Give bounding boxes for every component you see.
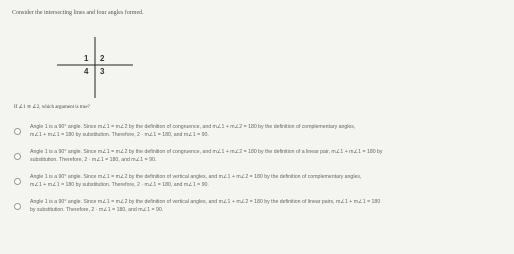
- option-line-2: substitution. Therefore, 2 · m∠1 = 180, and m∠1 = 90.: [30, 156, 157, 163]
- radio-button[interactable]: [14, 153, 21, 160]
- radio-button[interactable]: [14, 178, 21, 185]
- answer-option-4[interactable]: [14, 199, 500, 214]
- option-line-1: Angle 1 is a 90° angle. Since m∠1 = m∠2 by the definition of congruence, and m∠1 + m∠2 = 180 by the definition of complementary angles,: [30, 124, 356, 130]
- option-line-1: Angle 1 is a 90° angle. Since m∠1 = m∠2 by the definition of congruence, and m∠1 + m∠2 = 180 by the definition of a linear pair, m∠1 + m∠1 = 180 by: [30, 149, 383, 155]
- answer-option-text: [30, 149, 500, 164]
- radio-button[interactable]: [14, 203, 21, 210]
- radio-button[interactable]: [14, 128, 21, 135]
- answer-option-2[interactable]: [14, 149, 500, 164]
- answer-option-3[interactable]: [14, 174, 500, 189]
- angle-label-2: 2: [100, 54, 105, 63]
- option-line-1: Angle 1 is a 90° angle. Since m∠1 = m∠2 by the definition of vertical angles, and m∠1 + m∠2 = 180 by the definition of linear pairs, m∠1 + m∠1 = 180: [30, 199, 381, 205]
- answer-option-text: [30, 124, 500, 139]
- option-line-2: m∠1 + m∠1 = 180 by substitution. Therefore, 2 · m∠1 = 180, and m∠1 = 90.: [30, 131, 209, 138]
- angle-label-1: 1: [84, 54, 89, 63]
- angle-label-3: 3: [100, 67, 105, 76]
- answer-option-text: [30, 199, 500, 214]
- intersecting-lines-svg: [55, 35, 135, 100]
- question-text: If ∠1 ≅ ∠2, which argument is true?: [14, 105, 90, 110]
- answer-option-text: [30, 174, 500, 189]
- option-line-1: Angle 1 is a 90° angle. Since m∠1 = m∠2 by the definition of vertical angles, and m∠1 + m∠2 = 180 by the definition of complementary angles,: [30, 174, 362, 180]
- intersecting-lines-figure: [55, 35, 135, 100]
- option-line-2: by substitution. Therefore, 2 · m∠1 = 180, and m∠1 = 90.: [30, 206, 164, 213]
- answer-option-1[interactable]: [14, 124, 500, 139]
- option-line-2: m∠1 + m∠1 = 180 by substitution. Therefore, 2 · m∠1 = 180, and m∠1 = 90.: [30, 181, 209, 188]
- question-prompt: Consider the intersecting lines and four angles formed.: [12, 10, 144, 16]
- angle-label-4: 4: [84, 67, 89, 76]
